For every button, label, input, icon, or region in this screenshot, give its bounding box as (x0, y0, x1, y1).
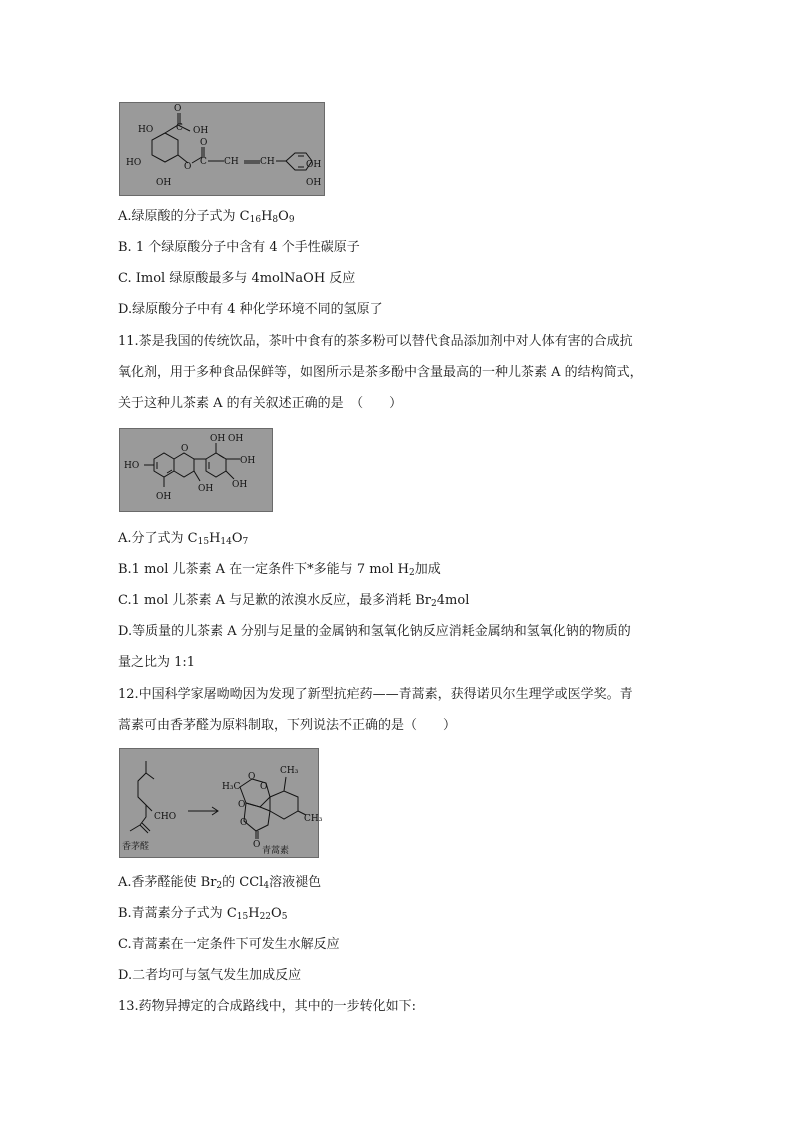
fig3-label-ch3-right: CH₃ (304, 814, 323, 824)
fig1-label-c-ester: C (200, 157, 207, 167)
q11-a-sub1: 15 (197, 537, 210, 547)
artemisinin-synthesis-figure (119, 748, 323, 858)
chlorogenic-acid-structure-figure (119, 102, 325, 196)
q12-stem-line-1: 12.中国科学家屠呦呦因为发现了新型抗疟药——青蒿素，获得诺贝尔生理学或医学奖。青 (118, 687, 633, 702)
q12-a-mid: 的 CCl (222, 875, 264, 890)
q12-b-sub2: 22 (259, 912, 272, 922)
fig3-label-o1: O (248, 772, 256, 782)
fig1-label-oh-bottom: OH (156, 178, 172, 188)
q12-stem-line-2: 蒿素可由香茅醛为原料制取，下列说法不正确的是（ ） (118, 718, 457, 733)
fig3-label-o5: O (253, 840, 261, 850)
q12-b-sub3: 5 (281, 912, 288, 922)
q11-option-a (118, 531, 248, 550)
q11-option-d-line-1: D.等质量的儿茶素 A 分别与足量的金属钠和氢氧化钠反应消耗金属纳和氢氧化钠的物质的 (118, 624, 631, 639)
catechin-structure-figure (119, 428, 273, 512)
fig3-label-o2: O (260, 782, 268, 792)
fig2-label-oh-lower-right: OH (232, 480, 248, 490)
fig2-label-ho-left: HO (124, 461, 140, 471)
q11-b-sub: 2 (409, 568, 415, 578)
q12-option-b (118, 906, 287, 925)
q12-a-sub2: 4 (263, 881, 270, 891)
q11-b-text: B.1 mol 儿茶素 A 在一定条件下*多能与 7 mol H (118, 562, 410, 577)
fig1-label-oh-ring-1: OH (306, 160, 322, 170)
q12-option-d: D.二者均可与氢气发生加成反应 (118, 968, 302, 983)
q12-option-a (118, 875, 321, 894)
q10-option-a (118, 209, 295, 228)
q11-stem-line-1: 11.茶是我国的传统饮品，茶叶中食有的茶多粉可以替代食品添加剂中对人体有害的合成抗 (118, 334, 633, 349)
fig2-label-oh-middle: OH (198, 484, 214, 494)
fig3-label-ch3-top: CH₃ (280, 766, 299, 776)
q12-b-text: B.青蒿素分子式为 C (118, 906, 237, 921)
q10-a-text: A.绿原酸的分子式为 C (118, 209, 250, 224)
fig1-label-ho-left: HO (126, 158, 142, 168)
q10-option-b: B. 1 个绿原酸分子中含有 4 个手性碳原子 (118, 240, 360, 255)
q11-option-d-line-2: 量之比为 1:1 (118, 655, 196, 670)
q11-a-text: A.分了式为 C (118, 531, 198, 546)
chlorogenic-acid-svg (120, 103, 324, 195)
q10-a-sub1: 16 (249, 215, 262, 225)
q12-b-sub1: 15 (236, 912, 249, 922)
catechin-svg (120, 429, 272, 511)
fig3-label-citronellal: 香茅醛 (122, 842, 150, 852)
q12-a-sub1: 2 (216, 881, 223, 891)
fig1-label-ho-top: HO (138, 125, 154, 135)
q10-a-o: O (278, 209, 289, 224)
q10-a-h: H (261, 209, 273, 224)
q11-option-b (118, 562, 441, 581)
fig1-label-oh-acid: OH (193, 126, 209, 136)
q11-a-sub3: 7 (242, 537, 249, 547)
q10-a-sub3: 9 (288, 215, 295, 225)
q12-option-c: C.青蒿素在一定条件下可发生水解反应 (118, 937, 340, 952)
fig2-label-o-ring: O (181, 444, 189, 454)
q11-a-o: O (231, 531, 243, 546)
q10-option-c: C. Imol 绿原酸最多与 4molNaOH 反应 (118, 271, 356, 286)
q10-a-sub2: 8 (272, 215, 279, 225)
fig3-label-h3c: H₃C (222, 782, 241, 792)
fig1-label-ch-1: CH (224, 157, 239, 167)
q10-option-d: D.绿原酸分子中有 4 种化学环境不同的氢原了 (118, 302, 383, 317)
fig2-label-oh-bottom: OH (156, 492, 172, 502)
q11-c-sub: 2 (431, 599, 437, 609)
q12-b-o: O (271, 906, 282, 921)
fig2-label-oh-top-2: OH (210, 434, 226, 444)
q12-a-text: A.香茅醛能使 Br (118, 875, 217, 890)
q13-stem: 13.药物异搏定的合成路线中，其中的一步转化如下: (118, 999, 417, 1014)
q11-b-post: 加成 (414, 562, 441, 577)
fig3-label-artemisinin: 青蒿素 (262, 846, 290, 856)
q11-a-h: H (209, 531, 221, 546)
q11-stem-line-3: 关于这种儿茶素 A 的有关叙述正确的是 （ ） (118, 396, 403, 411)
fig3-label-o3: O (238, 800, 246, 810)
q12-b-h: H (248, 906, 260, 921)
q11-option-c (118, 593, 469, 612)
fig1-label-ch-2: CH (260, 157, 275, 167)
q11-a-sub2: 14 (220, 537, 232, 547)
q11-c-post: 4mol (436, 593, 470, 608)
fig3-label-cho: CHO (154, 812, 177, 822)
fig1-label-o-ester: O (184, 162, 192, 172)
fig3-label-o4: O (240, 818, 248, 828)
fig1-label-o-carbonyl: O (200, 138, 208, 148)
q11-c-text: C.1 mol 儿茶素 A 与足歉的浓溴水反应，最多消耗 Br (118, 593, 432, 608)
fig1-label-c: C (176, 123, 183, 133)
fig1-label-oh-ring-2: OH (306, 178, 322, 188)
q12-a-post: 溶液褪色 (269, 875, 322, 890)
fig2-label-oh-right: OH (240, 456, 256, 466)
fig2-label-oh-top: OH (228, 434, 244, 444)
fig1-label-o-top: O (174, 104, 182, 114)
artemisinin-svg (120, 749, 323, 857)
q11-stem-line-2: 氧化剂，用于多种食品保鲜等，如图所示是茶多酚中含量最高的一种儿茶素 A 的结构简式， (118, 365, 643, 380)
